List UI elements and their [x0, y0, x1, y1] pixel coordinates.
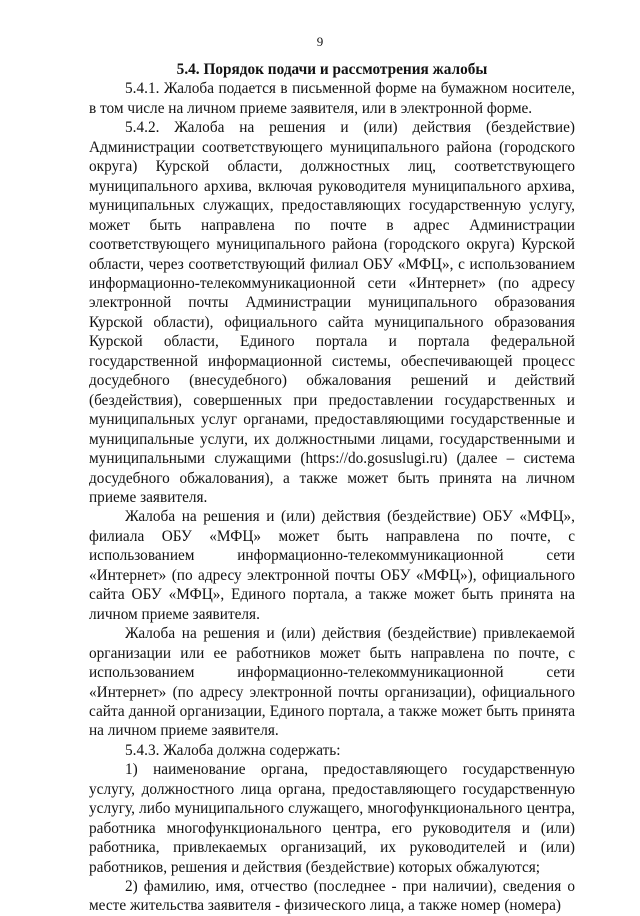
list-item-2: 2) фамилию, имя, отчество (последнее - при наличии), сведения о месте жительства заявителя - физического лица, а также номер (номера) [89, 878, 575, 915]
paragraph-5-4-3: 5.4.3. Жалоба должна содержать: [125, 741, 341, 759]
paragraph-organization-complaint: Жалоба на решения и (или) действия (бездействие) привлекаемой организации или ее работников может быть направлена по почте, с использованием информационно-телекоммуникационной сети «Интернет» (по адресу электронной почты организации), официального сайта данной организации, Единого портала, а также может быть принята на личном приеме заявителя. [89, 625, 575, 740]
section-heading: 5.4. Порядок подачи и рассмотрения жалобы [176, 61, 488, 78]
paragraph-mfc-complaint: Жалоба на решения и (или) действия (бездействие) ОБУ «МФЦ», филиала ОБУ «МФЦ» может быть направлена по почте, с использованием информационно-телекоммуникационной сети «Интернет» (по адресу электронной почты ОБУ «МФЦ»), официального сайта ОБУ «МФЦ», Единого портала, а также может быть принята на личном приеме заявителя. [89, 508, 575, 623]
paragraph-5-4-2: 5.4.2. Жалоба на решения и (или) действия (бездействие) Администрации соответствующего муниципального района (городского округа) Курской области, должностных лиц, соответствующего муниципального архива, включая руководителя муниципального архива, муниципальных служащих, предоставляющих государственную услугу, может быть направлена по почте в адрес Администрации соответствующего муниципального района (городского округа) Курской области, через соответствующий филиал ОБУ «МФЦ», с использованием информационно-телекоммуникационной сети «Интернет» (по адресу электронной почты Администрации муниципального образования Курской области), официального сайта муниципального образования Курской области, Единого портала и портала федеральной государственной информационной системы, обеспечивающей процесс досудебного (внесудебного) обжалования решений и действий (бездействия), совершенных при предоставлении государственных и муниципальных услуг органами, предоставляющими государственные и муниципальные услуги, их должностными лицами, государственными и муниципальными служащими (https://do.gosuslugi.ru) (далее – система досудебного обжалования), а также может быть принята на личном приеме заявителя. [89, 119, 575, 506]
paragraph-5-4-1: 5.4.1. Жалоба подается в письменной форме на бумажном носителе, в том числе на личном приеме заявителя, или в электронной форме. [89, 80, 575, 117]
page-number: 9 [316, 34, 324, 49]
document-body [89, 60, 575, 916]
list-item-1: 1) наименование органа, предоставляющего государственную услугу, должностного лица органа, предоставляющего государственную услугу, либо муниципального служащего, многофункционального центра, работника многофункционального центра, его руководителя и (или) работника, привлекаемых организаций, их руководителей и (или) работников, решения и действия (бездействие) которых обжалуются; [89, 761, 575, 876]
